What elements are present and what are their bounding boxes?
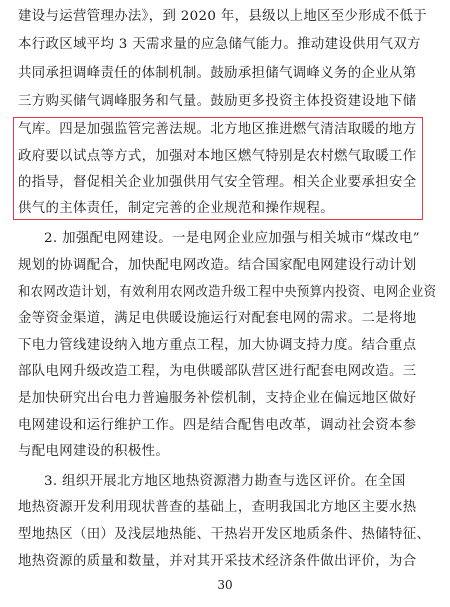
text-line-13: 下电力管线建设纳入地方重点工程，加大协调支持力度。结合重点 (18, 338, 417, 353)
text-line-5: 气库。四是加强监管完善法规。北方地区推进燃气清洁取暖的地方 (18, 122, 417, 137)
text-line-17: 与配电网建设的积极性。 (18, 444, 170, 459)
text-line-16: 电网建设和运行维护工作。四是结合配售电改革，调动社会资本参 (18, 418, 417, 433)
text-line-1: 建设与运营管理办法》，到 2020 年，县级以上地区至少形成不低于 (18, 9, 427, 24)
section-heading-3: 3. 组织开展北方地区地热资源潜力勘查与选区评价。在全国 (44, 474, 406, 489)
section-heading-2: 2. 加强配电网建设。一是电网企业应加强与相关城市“煤改电” (44, 231, 420, 246)
text-line-10: 规划的协调配合，加快配电网改造。结合国家配电网建设行动计划 (18, 258, 417, 273)
page-number: 30 (217, 578, 233, 592)
text-line-15: 是加快研究出台电力普遍服务补偿机制，支持企业在偏远地区做好 (18, 391, 417, 406)
text-line-14: 部队电网升级改造工程，为电供暖部队营区进行配套电网改造。三 (18, 364, 417, 379)
text-line-20: 型地热区（田）及浅层地热能、干热岩开发区地质条件、热储特征、 (18, 527, 431, 542)
text-line-2: 本行政区域平均 3 天需求量的应急储气能力。推动建设供用气双方 (18, 37, 421, 52)
text-line-4: 三方购买储气调峰服务和气量。鼓励更多投资主体投资建设地下储 (18, 94, 417, 109)
text-line-3: 共同承担调峰责任的体制机制。鼓励承担储气调峰义务的企业从第 (18, 66, 417, 81)
text-line-21: 地热资源的质量和数量，并对其开采技术经济条件做出评价，为合 (18, 554, 417, 569)
text-line-8: 供气的主体责任，制定完善的企业规范和操作规程。 (18, 201, 335, 216)
text-line-11: 和农网改造计划，有效利用农网改造升级工程中央预算内投资、电网企业资 (18, 285, 437, 300)
text-line-7: 的指导，督促相关企业加强供用气安全管理。相关企业要承担安全 (18, 175, 417, 190)
text-line-19: 地热资源开发利用现状普查的基础上，查明我国北方地区主要水热 (18, 500, 417, 515)
text-line-6: 政府要以试点等方式，加强对本地区燃气特别是农村燃气取暖工作 (18, 149, 417, 164)
text-line-12: 金等资金渠道，满足电供暖设施运行对配套电网的需求。二是将地 (18, 311, 417, 326)
